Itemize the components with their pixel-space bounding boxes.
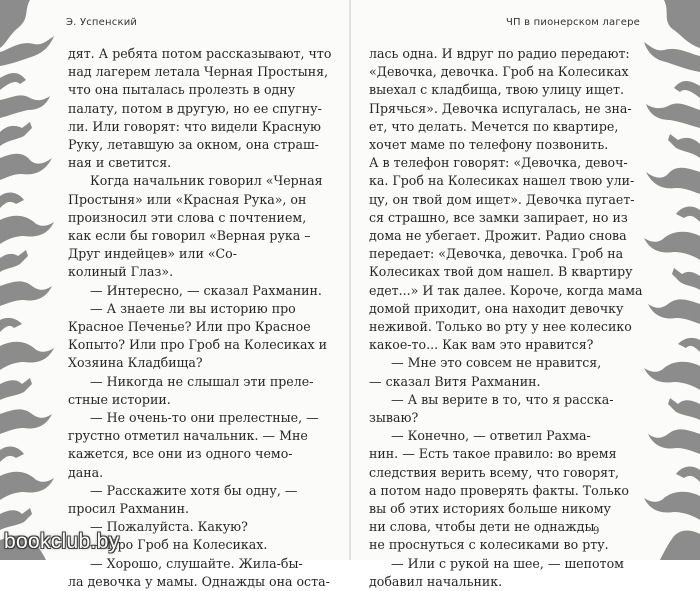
text-line: а потом надо проверять факты. Только xyxy=(369,482,630,498)
text-line: домой приходит, она находит девочку xyxy=(369,300,624,316)
text-line: Когда начальник говорил «Черная xyxy=(90,173,323,189)
book-gutter xyxy=(349,0,351,560)
running-header-author: Э. Успенский xyxy=(66,17,138,28)
text-line: Красное Печенье? Или про Красное xyxy=(68,319,311,335)
text-line: — Не очень-то они прелестные, — xyxy=(90,410,319,426)
text-line: — Конечно, — ответил Рахма- xyxy=(391,428,591,444)
text-line: что она пыталась пролезть в одну xyxy=(68,82,296,98)
text-line: — Про Гроб на Колесиках. xyxy=(90,537,268,553)
watermark: bookclub.by xyxy=(4,530,120,553)
text-line: не проснуться с колесиками во рту. xyxy=(369,537,609,553)
text-line: грустно отметил начальник. — Мне xyxy=(68,428,308,444)
text-line: ная и светится. xyxy=(68,155,172,171)
text-line: просил Рахманин. xyxy=(68,501,190,517)
text-line: палату, потом в другую, но ее спугну- xyxy=(68,100,322,116)
text-line: Прячься». Девочка испугалась, не зна- xyxy=(369,100,632,116)
text-line: добавил начальник. xyxy=(369,573,503,589)
text-line: ка. Гроб на Колесиках нашел твою ули- xyxy=(369,173,635,189)
text-line: Хозяина Кладбища? xyxy=(68,355,203,371)
text-line: неживой. Только во рту у нее колесико xyxy=(369,319,632,335)
text-line: как если бы говорил «Верная рука – xyxy=(68,228,311,244)
text-line: — А знаете ли вы историю про xyxy=(90,300,296,316)
text-line: лась одна. И вдруг по радио передают: xyxy=(369,46,630,61)
text-line: вы об этих историях больше никому xyxy=(369,501,611,517)
right-page-text xyxy=(369,45,643,591)
text-line: Руку, летавшую за окном, она страш- xyxy=(68,137,319,153)
text-line: — Мне это совсем не нравится, xyxy=(391,355,602,371)
text-line: «Девочка, девочка. Гроб на Колесиках xyxy=(369,64,629,80)
text-line: — А вы верите в то, что я расска- xyxy=(391,391,614,407)
text-line: ся страшно, все замки запирает, но из xyxy=(369,209,628,225)
text-line: передает: «Девочка, девочка. Гроб на xyxy=(369,246,624,262)
text-line: едет...» И так далее. Короче, когда мама xyxy=(369,282,643,298)
text-line: колиный Глаз». xyxy=(68,264,174,280)
text-line: выехал с кладбища, твою улицу ищет. xyxy=(369,82,625,98)
text-line: Колесиках твой дом нашел. В квартиру xyxy=(369,264,633,280)
text-line: — Хорошо, слушайте. Жила-бы- xyxy=(90,555,303,571)
text-line: ли. Или говорят: что видели Красную xyxy=(68,118,321,134)
text-line: цу, он твой дом ищет». Девочка пугает- xyxy=(369,191,635,207)
text-line: нин. — Есть такое правило: во время xyxy=(369,446,617,462)
text-line: Простыня» или «Красная Рука», он xyxy=(68,191,307,207)
text-line: — Пожалуйста. Какую? xyxy=(90,519,248,535)
ghost-hands-border-right-icon xyxy=(638,0,700,560)
text-line: Друг индейцев» или «Со- xyxy=(68,246,238,262)
text-line: Копыто? Или про Гроб на Колесиках и xyxy=(68,337,328,353)
text-line: дят. А ребята потом рассказывают, что xyxy=(68,46,332,61)
text-line: — Или с рукой на шее, — шепотом xyxy=(391,555,624,571)
text-line: какое-то... Как вам это нравится? xyxy=(369,337,594,353)
text-line: ни слова, чтобы дети не однажды xyxy=(369,519,595,535)
text-line: ла девочка у мамы. Однажды она оста- xyxy=(68,573,330,589)
page-number: 9 xyxy=(593,526,600,537)
text-line: следствия верить всему, что говорят, xyxy=(369,464,620,480)
text-line: дома не убегает. Дрожит. Радио снова xyxy=(369,228,627,244)
text-line: кажется, все они из одного чемо- xyxy=(68,446,293,462)
text-line: над лагерем летала Черная Простыня, xyxy=(68,64,329,80)
text-line: хочет маме по телефону позвонить. xyxy=(369,137,609,153)
text-line: зываю? xyxy=(369,410,419,426)
text-line: дана. xyxy=(68,464,104,480)
text-line: — Интересно, — сказал Рахманин. xyxy=(90,282,322,298)
text-line: — Расскажите хотя бы одну, — xyxy=(90,482,298,498)
text-line: ет, что делать. Мечется по квартире, xyxy=(369,118,619,134)
text-line: А в телефон говорят: «Девочка, девоч- xyxy=(369,155,628,171)
ghost-hands-border-left-icon xyxy=(0,0,58,560)
text-line: стные истории. xyxy=(68,391,171,407)
text-line: произносил эти слова с почтением, xyxy=(68,209,307,225)
text-line: — сказал Витя Рахманин. xyxy=(369,373,541,389)
text-line: — Никогда не слышал эти преле- xyxy=(90,373,314,389)
left-page-text xyxy=(68,45,330,591)
running-header-title: ЧП в пионерском лагере xyxy=(506,17,641,28)
